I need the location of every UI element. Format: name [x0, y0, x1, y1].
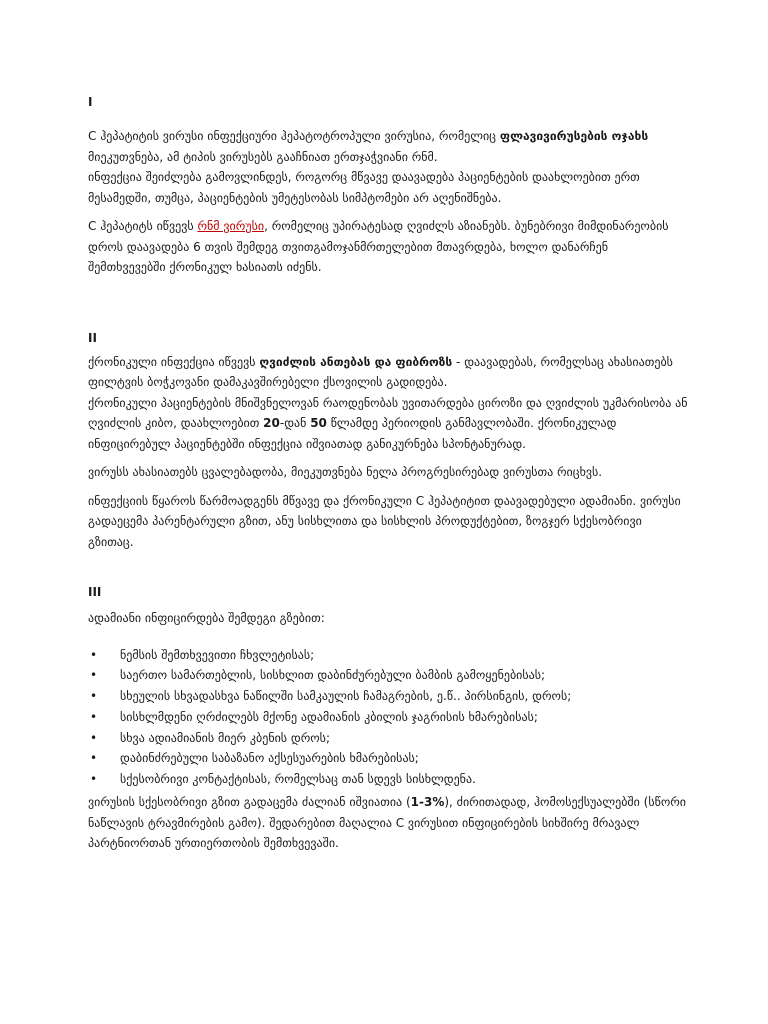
- text: ქრონიკული ინფექცია იწვევს: [88, 354, 260, 369]
- list-item: [88, 728, 688, 749]
- paragraph: [88, 126, 688, 208]
- list-item: [88, 748, 688, 769]
- bullet-icon: •: [90, 772, 98, 787]
- list-item: [88, 686, 688, 707]
- bullet-icon: •: [90, 709, 98, 724]
- list-item: [88, 645, 688, 666]
- text: მიეკუთვნება, ამ ტიპის ვირუსებს გააჩნიათ ერთჯაჭვიანი რნმ.: [88, 149, 438, 164]
- section-heading: III: [88, 585, 102, 599]
- text: C ჰეპატიტის ვირუსი ინფექციური ჰეპატოტროპული ვირუსია, რომელიც: [88, 129, 500, 143]
- paragraph: ადამიანი ინფიცირდება შემდეგი გზებით:: [88, 611, 325, 625]
- bullet-icon: •: [90, 668, 98, 683]
- section-3: [88, 582, 688, 854]
- list-item-text: სისხლმდენი ღრძილებს მქონე ადამიანის კბილის ჯაგრისის ხმარებისას;: [120, 709, 538, 724]
- list-item-text: სხვა ადიამიანის მიერ კბენის დროს;: [120, 730, 330, 745]
- section-heading: I: [88, 95, 93, 109]
- list-item-text: დაბინძრებული საბაზანო აქსესუარების ხმარებისას;: [120, 751, 419, 766]
- text: , რომელიც უპირატესად ღვიძლს აზიანებს. ბუნებრივი მიმდინარეობის დროს დაავადება 6 თვის შემდეგ თვითგამოჯანმრთელებით მთავრდება, ხოლო დანარჩენ შემთხვევებში ქრონიკულ ხასიათს იძენს.: [88, 219, 669, 274]
- bold-number: 50: [310, 416, 327, 430]
- bullet-icon: •: [90, 751, 98, 766]
- text: C ჰეპატიტს იწვევს: [88, 219, 198, 233]
- bullet-icon: •: [90, 689, 98, 704]
- text: ინფექცია შეიძლება გამოვლინდეს, როგორც მწვავე დაავადება პაციენტების დაახლოებით ერთ მესამედში, თუმცა, პაციენტების უმეტესობას სიმპტომები არ აღენიშნება.: [88, 170, 640, 205]
- list-item: [88, 769, 688, 790]
- paragraph: [88, 352, 688, 455]
- rna-virus-link[interactable]: რნმ ვირუსი: [197, 219, 265, 233]
- section-1: [88, 92, 688, 278]
- text: ქრონიკული პაციენტების მნიშვნელოვან რაოდენობას უვითარდება ციროზი და ღვიძლის უკმარისობა ან ღვიძლის კიბო, დაახლოებით: [88, 395, 688, 430]
- paragraph: ინფექციის წყაროს წარმოადგენს მწვავე და ქრონიკული C ჰეპატიტით დაავადებული ადამიანი. ვირუსი გადაეცემა პარენტარული გზით, ანუ სისხლითა და სისხლის პროდუქტებით, ზოგჯერ სქესობრივი გზითაც.: [88, 493, 681, 549]
- text: ), ძირითადად, ჰომოსექსუალებში (სწორი ნაწლავის ტრავმირების გამო). შედარებით მაღალია C ვირუსით ინფიცირების სიხშირე მრავალ პარტნიორთან ურთიერთობის შემთხვევაში.: [88, 795, 687, 851]
- text: -დან: [279, 416, 311, 430]
- bold-term: ფლავივირუსების ოჯახს: [499, 129, 649, 143]
- document-page: [88, 92, 688, 854]
- bullet-icon: •: [90, 730, 98, 745]
- paragraph: [88, 216, 688, 278]
- section-2: [88, 328, 688, 553]
- bold-percent: 1-3%: [410, 795, 445, 810]
- transmission-list: [88, 645, 688, 791]
- text: ვირუსის სქესობრივი გზით გადაცემა ძალიან იშვიათია (: [88, 795, 411, 810]
- list-item-text: სქესობრივი კონტაქტისას, რომელსაც თან სდევს სისხლდენა.: [120, 772, 476, 787]
- list-item: [88, 707, 688, 728]
- text: - დაავადებას, რომელსაც ახასიათებს ფილტვის ბოჭკოვანი დამაკავშირებელი ქსოვილის გადიდება.: [88, 354, 673, 389]
- bold-term: ღვიძლის ანთებას და ფიბროზს: [259, 354, 453, 369]
- paragraph: [88, 792, 688, 854]
- text: წლამდე პერიოდის განმავლობაში. ქრონიკულად ინფიცირებულ პაციენტებში ინფექცია იშვიათად განიკურნება სპონტანურად.: [88, 416, 617, 451]
- bullet-icon: •: [90, 647, 98, 662]
- list-item-text: საერთო სამართებლის, სისხლით დაბინძურებული ბამბის გამოყენებისას;: [120, 668, 546, 683]
- bold-number: 20: [263, 416, 280, 430]
- section-heading: II: [88, 330, 97, 345]
- list-item: [88, 665, 688, 686]
- list-item-text: ნემსის შემთხვევითი ჩხვლეტისას;: [120, 647, 315, 662]
- paragraph: ვირუსს ახასიათებს ცვალებადობა, მიეკუთვნება ნელა პროგრესირებად ვირუსთა რიცხვს.: [88, 465, 603, 479]
- list-item-text: სხეულის სხვადასხვა ნაწილში სამკაულის ჩამაგრების, ე.წ.. პირსინგის, დროს;: [120, 689, 572, 704]
